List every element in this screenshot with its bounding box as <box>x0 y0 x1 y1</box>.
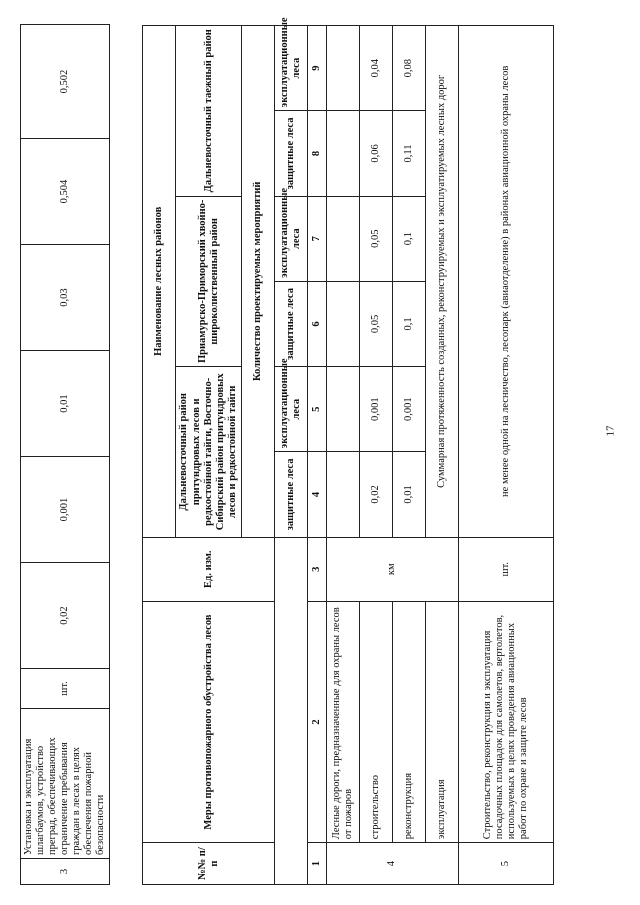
top-table <box>20 24 110 885</box>
col-number: 3 <box>307 537 326 601</box>
value-cell: 0,01 <box>392 452 425 537</box>
value-cell: 0,1 <box>392 281 425 366</box>
protective-col: защитные леса <box>274 281 307 366</box>
protective-col: защитные леса <box>274 452 307 537</box>
value-cell: 0,02 <box>359 452 392 537</box>
row5-text: не менее одной на лесничество, лесопарк (авиаотделение) в районах авиационной охраны лесов <box>458 26 553 538</box>
exploitation-text: Суммарная протяженность созданных, реконструируемых и эксплуатируемых лесных дорог <box>425 26 458 538</box>
value-cell: 0,001 <box>21 457 110 563</box>
operational-col: эксплуатационные леса <box>274 26 307 111</box>
col-number: 5 <box>307 367 326 452</box>
value-cell: 0,03 <box>21 245 110 351</box>
value-cell: 0,001 <box>359 367 392 452</box>
row-number: 5 <box>458 843 553 885</box>
region-2: Приамурско-Приморский хвойно-широколиственный район <box>176 196 241 367</box>
value-cell: 0,05 <box>359 196 392 281</box>
quantity-title: Количество проектируемых мероприятий <box>241 26 274 538</box>
row-title: Строительство, реконструкция и эксплуатация посадочных площадок для самолетов, вертолетов, используемых в целях проведения авиационных работ по охране и защите лесов <box>458 601 553 842</box>
col-number: 6 <box>307 281 326 366</box>
col-number: 1 <box>307 843 326 885</box>
operational-col: эксплуатационные леса <box>274 367 307 452</box>
col-number: 2 <box>307 601 326 842</box>
page-number: 17 <box>604 425 617 437</box>
header-unit: Ед. изм. <box>143 537 274 601</box>
operational-col: эксплуатационные леса <box>274 196 307 281</box>
value-cell: 0,1 <box>392 196 425 281</box>
region-1: Дальневосточный район притундровых лесов и редкостойной тайги, Восточно-Сибирский район притундровых лесов и редкостойной тайги <box>176 367 241 538</box>
row-title: Лесные дороги, предназначенные для охраны лесов от пожаров <box>326 601 359 842</box>
col-number: 8 <box>307 111 326 196</box>
protective-col: защитные леса <box>274 111 307 196</box>
value-cell: 0,04 <box>359 26 392 111</box>
unit: шт. <box>21 669 110 709</box>
sub-label: строительство <box>359 601 392 842</box>
value-cell: 0,001 <box>392 367 425 452</box>
header-regions: Наименование лесных районов <box>143 26 176 538</box>
row-number: 4 <box>326 843 458 885</box>
unit: шт. <box>458 537 553 601</box>
main-table <box>142 17 553 885</box>
row-number: 3 <box>21 859 110 885</box>
measure-text: Установка и эксплуатация шлагбаумов, устройство преград, обеспечивающих ограничение пребывания граждан в лесах в целях обеспечения пожарной безопасности <box>21 709 110 859</box>
sub-label: эксплуатация <box>425 601 458 842</box>
header-measure: Меры противопожарного обустройства лесов <box>143 601 274 842</box>
rotated-page <box>20 17 620 885</box>
header-num: №№ п/п <box>143 843 274 885</box>
value-cell: 0,01 <box>21 351 110 457</box>
value-cell: 0,504 <box>21 139 110 245</box>
value-cell: 0,02 <box>21 563 110 669</box>
value-cell: 0,08 <box>392 26 425 111</box>
sub-label: реконструкция <box>392 601 425 842</box>
region-3: Дальневосточный таежный район <box>176 26 241 197</box>
col-number: 9 <box>307 26 326 111</box>
value-cell: 0,05 <box>359 281 392 366</box>
value-cell: 0,06 <box>359 111 392 196</box>
col-number: 7 <box>307 196 326 281</box>
col-number: 4 <box>307 452 326 537</box>
value-cell: 0,11 <box>392 111 425 196</box>
unit: км <box>326 537 458 601</box>
value-cell: 0,502 <box>21 25 110 139</box>
